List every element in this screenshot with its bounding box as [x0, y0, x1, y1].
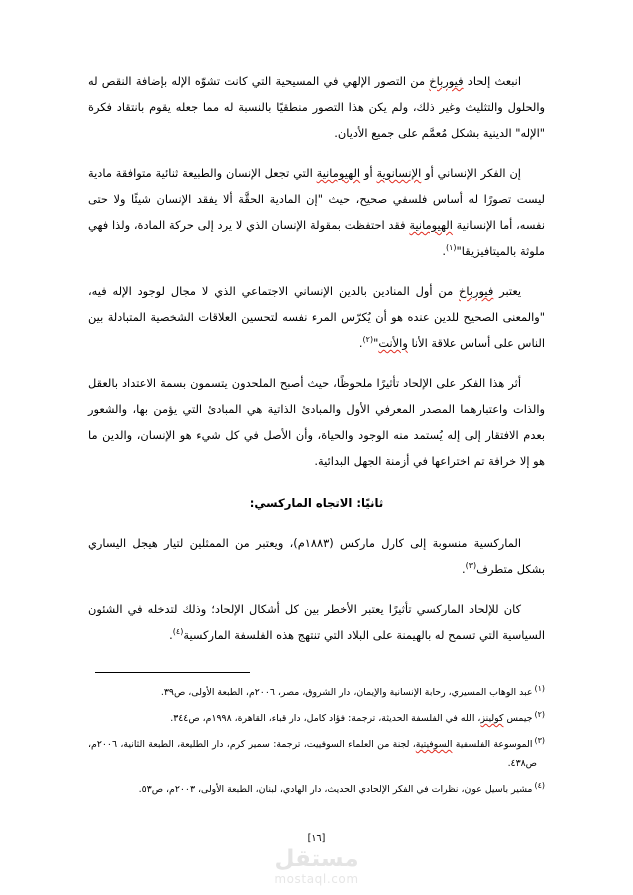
spellcheck-underline: الهيومانية — [409, 218, 453, 232]
paragraph-text-tail: . — [169, 628, 173, 642]
spellcheck-underline: فيورباخ — [429, 74, 464, 88]
body-paragraph — [88, 278, 545, 356]
footnote-number: (١) — [534, 683, 545, 693]
watermark — [0, 848, 633, 885]
footnote-text: مشير باسيل عون، نظرات في الفكر الإلحادي الحديث، دار الهادي، لبنان، الطبعة الأولى، ٢٠٠٣م، ص٥٣. — [138, 784, 533, 795]
paragraph-text: الماركسية منسوبة إلى كارل ماركس (١٨٨٣م)، ويعتبر من الممثلين لتيار هيجل اليساري بشكل متطرف — [88, 536, 545, 576]
paragraph-text: كان للإلحاد الماركسي تأثيرًا يعتبر الأخطر بين كل أشكال الإلحاد؛ وذلك لتدخله في الشئون السياسية التي تسمح له بالهيمنة على البلاد التي تنتهج هذه الفلسفة الماركسية — [88, 602, 545, 642]
footnote-item — [88, 683, 545, 702]
footnote-item — [88, 709, 545, 728]
watermark-latin-text: mostaql.com — [274, 872, 359, 886]
spellcheck-underline: الهيومانية — [316, 166, 361, 180]
footnote-number: (٢) — [534, 709, 545, 719]
footnote-reference: (٣) — [465, 561, 477, 571]
body-paragraph — [88, 530, 545, 582]
footnote-text: عبد الوهاب المسيري، رحابة الإنسانية والإيمان، دار الشروق، مصر، ٢٠٠٦م، الطبعة الأولى، ص٣٩. — [160, 687, 533, 698]
spellcheck-underline: كولينز — [480, 713, 504, 724]
footnote-reference: (٤) — [172, 627, 184, 637]
body-paragraph — [88, 160, 545, 264]
body-paragraph — [88, 596, 545, 648]
spellcheck-underline: السوفيتية — [415, 739, 453, 750]
paragraph-text: يعتبر فيورباخ من أول المنادين بالدين الإنساني الاجتماعي الذي لا مجال لوجود الإله فيه، "والمعنى الصحيح للدين عنده هو أن يُكرّس المرء نفسه لتحسين العلاقات الشخصية المتبادلة بين الناس على أساس علاقة الأنا والأنت" — [88, 284, 545, 350]
footnote-number: (٤) — [534, 780, 545, 790]
spellcheck-underline: فيورباخ — [459, 284, 494, 298]
paragraph-text-tail: . — [461, 562, 466, 576]
footnote-text: الموسوعة الفلسفية السوفيتية، لجنة من العلماء السوفييت، ترجمة: سمير كرم، دار الطليعة، الطبعة الثانية، ٢٠٠٦م، ص٤٣٨. — [88, 739, 537, 769]
paragraph-text: انبعث إلحاد فيورباخ من التصور الإلهي في المسيحية التي كانت تشوّه الإله بإضافة النقص له والحلول والتثليث وغير ذلك، ولم يكن هذا التصور منطقيًا بالنسبة له مما جعله يقوم بانتقاد فكرة "الإله" الدينية بشكل مُعمَّم على جميع الأديان. — [88, 74, 545, 140]
footnote-reference: (١) — [445, 243, 457, 253]
footnotes-section — [88, 672, 545, 806]
footnote-number: (٣) — [534, 735, 545, 745]
spellcheck-underline: الإنسانوية — [376, 166, 422, 180]
paragraph-text: أثر هذا الفكر على الإلحاد تأثيرًا ملحوظًا، حيث أصبح الملحدون يتسمون بسمة الاعتداد بالعقل والذات واعتبارهما المصدر المعرفي الأول والمبادئ الذاتية هي المبادئ التي يؤمن بها، والشعور بعدم الافتقار إلى إله يُستمد منه الوجود والحياة، وأن الأصل في كل شيء هو الإنسان، والدين ما هو إلا خرافة تم اختراعها في أزمنة الجهل البدائية. — [88, 376, 545, 468]
document-body — [88, 68, 545, 662]
watermark-arabic-text: مستقل — [274, 846, 359, 872]
footnote-text: جيمس كولينز، الله في الفلسفة الحديثة، ترجمة: فؤاد كامل، دار قباء، القاهرة، ١٩٩٨م، ص٣٤٤. — [170, 713, 533, 724]
paragraph-text: إن الفكر الإنساني أو الإنسانوية أو الهيومانية التي تجعل الإنسان والطبيعة ثنائية متوافقة مادية ليست تصورًا له أساس فلسفي صحيح، حيث "إن المادية الحقَّة ألا يفقد الإنسان شيئًا ولا حتى نفسه، أما الإنسانية الهيومانية فقد احتفظت بمقولة الإنسان الذي لا يرد إلى حركة المادة، ولذا فهي ملوثة بالميتافيزيقا" — [88, 166, 545, 258]
footnote-item — [88, 780, 545, 799]
footnote-item — [88, 735, 545, 773]
footnote-reference: (٢) — [362, 335, 374, 345]
body-paragraph — [88, 370, 545, 474]
paragraph-text-tail: . — [442, 244, 446, 258]
paragraph-text-tail: . — [358, 336, 363, 350]
page-number: [١٦] — [307, 833, 326, 844]
footnote-separator-rule — [95, 672, 250, 673]
body-paragraph — [88, 68, 545, 146]
section-heading: ثانيًا: الاتجاه الماركسي: — [249, 496, 384, 510]
spellcheck-underline: والأنت — [378, 336, 408, 350]
